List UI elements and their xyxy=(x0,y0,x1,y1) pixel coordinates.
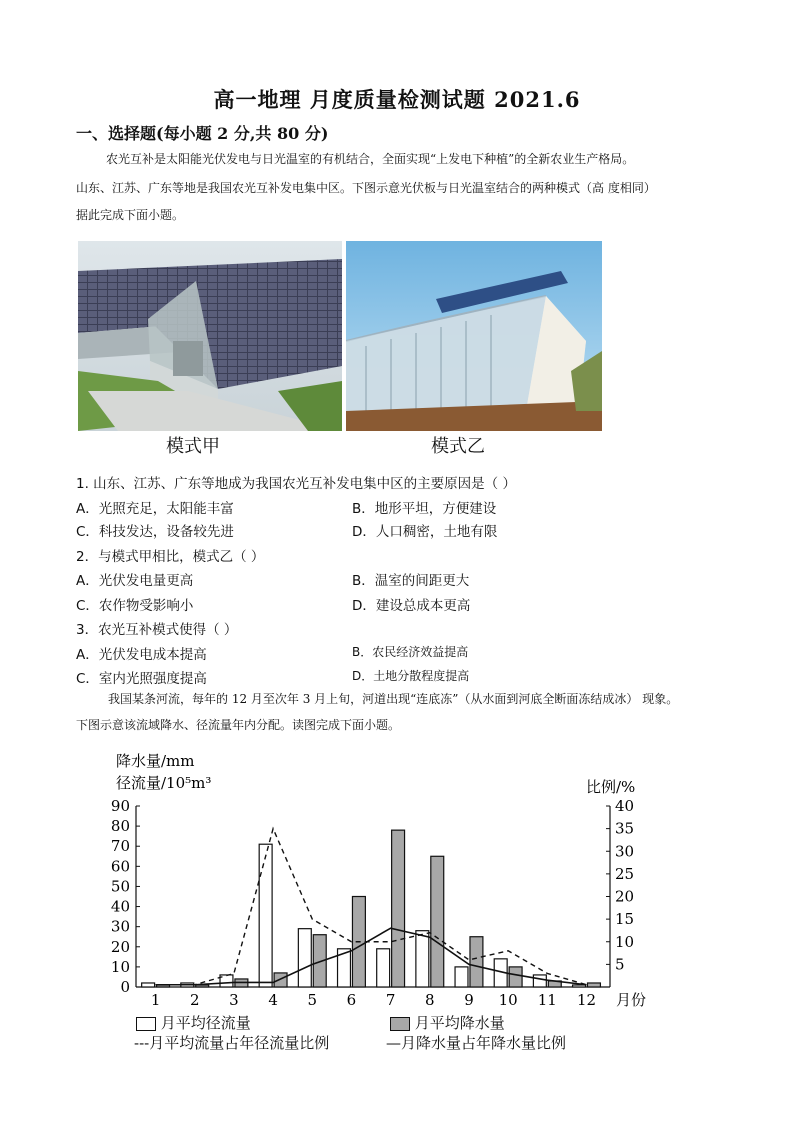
left-axis-label-precip: 降水量/mm xyxy=(116,752,195,770)
precip-bar xyxy=(431,856,444,987)
x-tick-label: 12 xyxy=(576,991,597,1009)
intro2-line-1: 我国某条河流，每年的 12 月至次年 3 月上旬，河道出现“连底冻”（从水面到河底全断面冻结成冰） 现象。 xyxy=(108,692,679,706)
y2-tick-label: 10 xyxy=(615,932,635,951)
left-axis-label-runoff: 径流量/10⁵m³ xyxy=(116,774,212,792)
runoff-ratio-line xyxy=(156,829,587,985)
runoff-bar xyxy=(455,967,468,987)
legend-runoff-label: 月平均径流量 xyxy=(160,1014,251,1032)
y-tick-label: 20 xyxy=(110,937,130,956)
x-tick-label: 7 xyxy=(385,991,396,1009)
runoff-bar xyxy=(377,949,390,987)
section-heading: 一、选择题(每小题 2 分,共 80 分) xyxy=(76,124,329,143)
x-tick-label: 5 xyxy=(307,991,318,1009)
y-tick-label: 90 xyxy=(110,797,130,815)
question-3-option-d: D．土地分散程度提高 xyxy=(352,669,470,683)
legend-hollow-bar-icon xyxy=(136,1017,156,1031)
y2-tick-label: 15 xyxy=(615,910,635,929)
right-axis-label: 比例/% xyxy=(586,778,636,796)
precip-bar xyxy=(587,983,600,987)
x-tick-label: 10 xyxy=(498,991,518,1009)
y2-tick-label: 25 xyxy=(615,864,635,883)
precip-bar xyxy=(392,830,405,987)
intro2-line-2: 下图示意该流域降水、径流量年内分配。读图完成下面小题。 xyxy=(76,718,401,732)
legend-gray-bar-icon xyxy=(390,1017,410,1031)
runoff-bar xyxy=(142,983,155,987)
x-tick-label: 11 xyxy=(537,991,557,1009)
precip-bar xyxy=(509,967,522,987)
y2-tick-label: 30 xyxy=(615,842,635,861)
x-tick-label: 8 xyxy=(425,991,435,1009)
question-1-option-c: C．科技发达，设备较先进 xyxy=(76,524,234,540)
question-2-option-b: B．温室的间距更大 xyxy=(352,573,470,589)
question-3-option-b: B．农民经济效益提高 xyxy=(352,645,469,659)
caption-mode-yi: 模式乙 xyxy=(431,436,485,457)
runoff-bar xyxy=(259,844,272,987)
question-1-option-d: D．人口稠密，土地有限 xyxy=(352,524,498,540)
question-3-option-c: C．室内光照强度提高 xyxy=(76,671,207,687)
y2-tick-label: 40 xyxy=(615,797,635,815)
x-tick-label: 9 xyxy=(464,991,474,1009)
x-tick-label: 3 xyxy=(229,991,239,1009)
y-tick-label: 50 xyxy=(110,877,130,896)
intro-line-1: 农光互补是太阳能光伏发电与日光温室的有机结合，全面实现“上发电下种植”的全新农业生产格局。 xyxy=(106,152,635,166)
y-tick-label: 40 xyxy=(110,897,130,916)
y2-tick-label: 20 xyxy=(615,887,635,906)
caption-mode-jia: 模式甲 xyxy=(166,436,220,457)
y2-tick-label: 35 xyxy=(615,819,635,838)
y-tick-label: 0 xyxy=(120,978,130,996)
question-1-stem: 1. 山东、江苏、广东等地成为我国农光互补发电集中区的主要原因是（ ） xyxy=(76,476,516,492)
x-tick-label: 4 xyxy=(268,991,278,1009)
question-1-option-a: A．光照充足，太阳能丰富 xyxy=(76,501,234,517)
y-tick-label: 70 xyxy=(110,837,130,856)
x-unit-label: 月份 xyxy=(616,991,647,1009)
x-tick-label: 1 xyxy=(150,991,161,1009)
intro-line-3: 据此完成下面小题。 xyxy=(76,208,185,222)
question-2-option-a: A．光伏发电量更高 xyxy=(76,573,194,589)
runoff-bar xyxy=(298,929,311,987)
y-tick-label: 10 xyxy=(110,957,130,976)
legend-precip-bar xyxy=(390,1012,505,1033)
greenhouse-photo-jia xyxy=(78,241,342,431)
question-1-option-b: B．地形平坦，方便建设 xyxy=(352,501,497,517)
runoff-bar xyxy=(416,931,429,987)
legend-runoff-bar xyxy=(136,1012,251,1033)
legend-runoff-ratio: ---月平均流量占年径流量比例 xyxy=(134,1034,330,1052)
x-tick-label: 6 xyxy=(346,991,357,1009)
y-tick-label: 30 xyxy=(110,917,130,936)
question-3-stem: 3．农光互补模式使得（ ） xyxy=(76,622,238,638)
question-2-option-c: C．农作物受影响小 xyxy=(76,598,194,614)
runoff-bar xyxy=(573,985,586,987)
y-tick-label: 60 xyxy=(110,857,130,876)
intro-line-2: 山东、江苏、广东等地是我国农光互补发电集中区。下图示意光伏板与日光温室结合的两种模式（高 度相同） xyxy=(76,181,656,195)
y2-tick-label: 5 xyxy=(615,955,625,974)
page-title: 高一地理 月度质量检测试题 2021.6 xyxy=(213,87,581,112)
greenhouse-photo-yi xyxy=(346,241,602,431)
legend-precip-label: 月平均降水量 xyxy=(414,1014,505,1032)
precip-bar xyxy=(470,937,483,987)
y-tick-label: 80 xyxy=(110,817,130,836)
runoff-bar xyxy=(533,975,546,987)
legend-precip-ratio: —月降水量占年降水量比例 xyxy=(386,1034,567,1052)
precip-bar xyxy=(274,973,287,987)
question-2-stem: 2．与模式甲相比，模式乙（ ） xyxy=(76,549,265,565)
question-2-option-d: D．建设总成本更高 xyxy=(352,598,471,614)
x-tick-label: 2 xyxy=(189,991,200,1009)
question-3-option-a: A．光伏发电成本提高 xyxy=(76,647,207,663)
